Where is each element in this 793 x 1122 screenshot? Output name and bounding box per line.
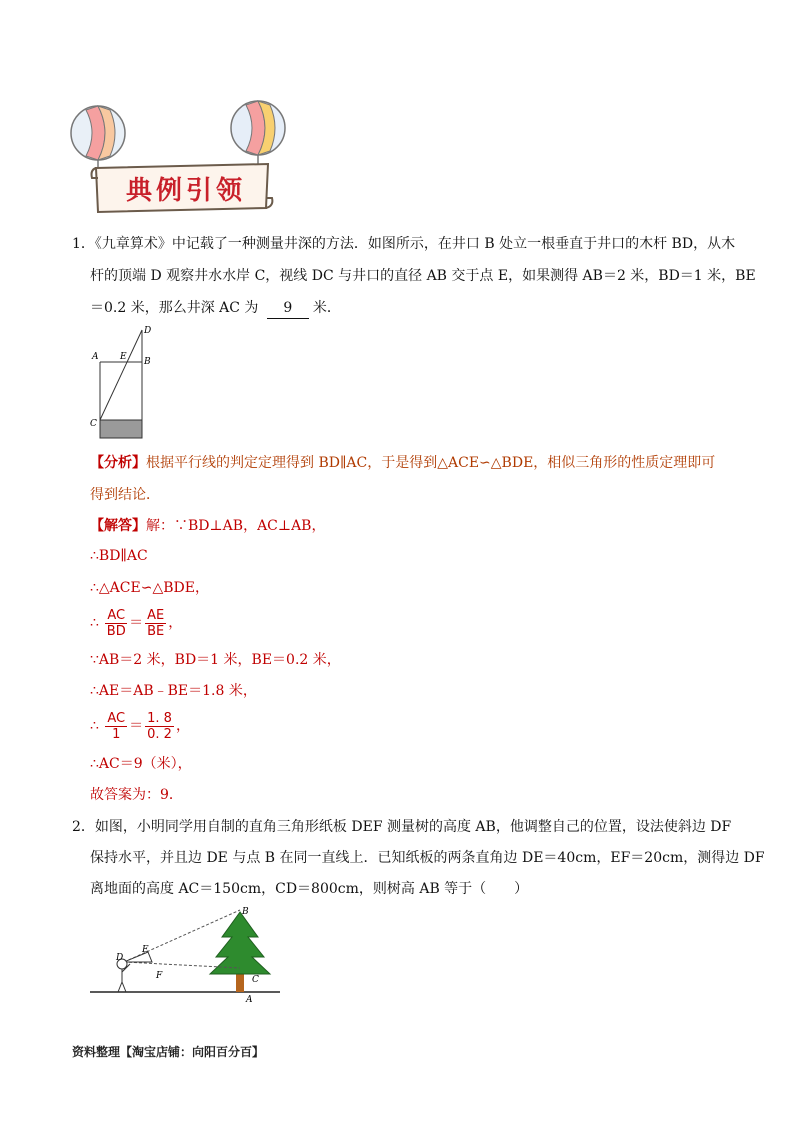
label-A2: A [246,995,253,1004]
label-F2: F [156,971,163,981]
solution-step7: ∴AC＝9（米）， [90,756,192,772]
q1-line3 [90,298,341,319]
solution-line0 [90,516,325,536]
frac4-denominator: 0. 2 [147,726,172,742]
q1-figure [88,324,158,442]
q2-figure [90,902,290,1004]
right-ball-icon [231,101,285,166]
analysis-text-1: 根据平行线的判定定理得到 BD∥AC，于是得到△ACE∽△BDE，相似三角形的性质定理即可 [146,455,716,471]
fraction-ac-bd [105,608,127,639]
q2-number: 2． [72,819,95,835]
label-B: B [144,357,151,367]
label-C2: C [252,975,259,985]
banner [68,98,288,218]
step6-therefore: ∴ [90,718,99,734]
solution-step6 [90,709,190,743]
q1-text-3: ＝0.2 米，那么井深 AC 为 [90,300,259,316]
well-diagram [88,324,158,442]
solution-final: 故答案为：9． [90,787,183,803]
analysis-line1 [90,453,715,473]
q1-text-1: 《九章算术》中记载了一种测量井深的方法．如图所示，在井口 B 处立一根垂直于井口的木杆 BD，从木 [94,236,736,252]
q2-line2: 保持水平，并且边 DE 与点 B 在同一直线上．已知纸板的两条直角边 DE＝40cm，EF＝20cm，测得边 DF [90,850,765,866]
label-C: C [90,419,97,429]
label-B2: B [242,907,249,917]
frac2-numerator: AE [147,607,165,623]
fraction-ac-1 [105,711,127,742]
q1-number: 1． [72,236,95,252]
label-D: D [144,326,152,336]
step3-comma: ， [168,615,183,631]
q1-answer: 9 [283,300,293,316]
footer-text: 资料整理【淘宝店铺：向阳百分百】 [72,1045,265,1059]
solution-step5: ∴AE＝AB﹣BE＝1.8 米， [90,683,257,699]
q1-line2: 杆的顶端 D 观察井水水岸 C，视线 DC 与井口的直径 AB 交于点 E，如果测得 AB＝2 米，BD＝1 米，BE [90,268,756,284]
tree-diagram [90,902,290,1004]
solution-step3 [90,606,182,640]
fraction-ae-be [145,608,166,639]
label-E: E [120,352,127,362]
label-A: A [92,352,99,362]
solution-step4: ∵AB＝2 米，BD＝1 米，BE＝0.2 米， [90,652,341,668]
step6-equals: ＝ [129,718,144,734]
frac1-numerator: AC [107,607,126,623]
step3-therefore: ∴ [90,615,99,631]
frac2-denominator: BE [147,623,165,639]
q2-text-1: 如图，小明同学用自制的直角三角形纸板 DEF 测量树的高度 AB，他调整自己的位置，设法使斜边 DF [94,819,732,835]
q1-unit: 米． [312,300,341,316]
label-D2: D [116,953,124,963]
fraction-18-02 [145,711,174,742]
person-icon [117,959,130,992]
tree-icon [210,912,270,992]
q1-answer-blank [267,298,309,319]
frac3-denominator: 1 [112,726,121,742]
solution-step2: ∴△ACE∽△BDE， [90,580,209,596]
solution-step1: ∴BD∥AC [90,548,148,564]
banner-title: 典例引领 [125,176,246,206]
solution-tag: 【解答】 [90,518,146,534]
analysis-tag: 【分析】 [90,455,146,471]
q1-line1 [72,234,735,254]
analysis-line2: 得到结论． [90,487,160,503]
frac4-numerator: 1. 8 [147,710,172,726]
q2-line1 [72,817,731,837]
solution-step0: 解：∵BD⊥AB，AC⊥AB， [146,518,326,534]
step6-comma: ， [175,718,190,734]
step3-equals: ＝ [129,615,144,631]
frac3-numerator: AC [107,710,126,726]
left-ball-icon [71,106,125,170]
label-E2: E [142,945,149,955]
q2-line3: 离地面的高度 AC＝150cm，CD＝800cm，则树高 AB 等于（ ） [90,881,529,897]
frac1-denominator: BD [106,623,126,639]
